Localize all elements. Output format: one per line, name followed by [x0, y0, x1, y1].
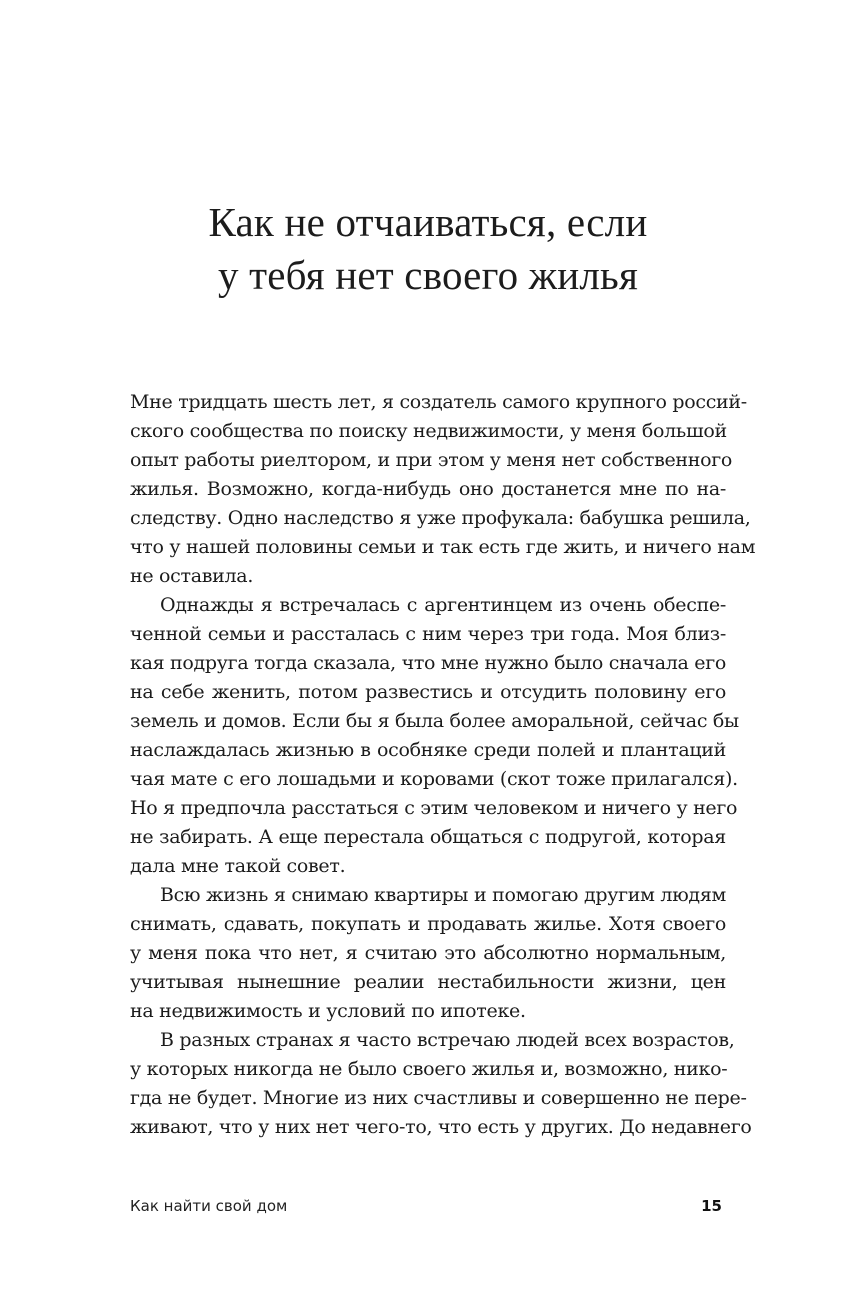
text-line: снимать, сдавать, покупать и продавать жилье. Хотя своего: [130, 913, 726, 935]
text-line: земель и домов. Если бы я была более аморальной, сейчас бы: [130, 710, 739, 732]
text-line: живают, что у них нет чего-то, что есть у других. До недавнего: [130, 1116, 752, 1138]
text-line: что у нашей половины семьи и так есть где жить, и ничего нам: [130, 536, 756, 558]
text-line: у меня пока что нет, я считаю это абсолютно нормальным,: [130, 942, 726, 964]
text-line: не оставила.: [130, 565, 254, 587]
text-line: В разных странах я часто встречаю людей всех возрастов,: [160, 1029, 735, 1051]
body-text: [130, 388, 756, 1142]
text-line: гда не будет. Многие из них счастливы и совершенно не пере-: [130, 1087, 747, 1109]
chapter-title-line-1: Как не отчаиваться, если: [208, 199, 648, 245]
text-line: дала мне такой совет.: [130, 855, 346, 877]
text-line: опыт работы риелтором, и при этом у меня нет собственного: [130, 449, 733, 471]
text-line: ского сообщества по поиску недвижимости, у меня большой: [130, 420, 727, 442]
text-line: кая подруга тогда сказала, что мне нужно было сначала его: [130, 652, 727, 674]
text-line: чая мате с его лошадьми и коровами (скот тоже прилагался).: [130, 768, 738, 790]
text-line: Однажды я встречалась с аргентинцем из очень обеспе-: [160, 594, 726, 616]
text-line: Но я предпочла расстаться с этим человеком и ничего у него: [130, 797, 738, 819]
text-line: Мне тридцать шесть лет, я создатель самого крупного россий-: [130, 391, 747, 413]
text-line: на недвижимость и условий по ипотеке.: [130, 1000, 526, 1022]
page-number: 15: [701, 1197, 722, 1215]
text-line: следству. Одно наследство я уже профукала: бабушка решила,: [130, 507, 751, 529]
text-line: наслаждалась жизнью в особняке среди полей и плантаций: [130, 739, 726, 761]
running-footer-title: Как найти свой дом: [130, 1197, 288, 1215]
text-line: у которых никогда не было своего жилья и, возможно, нико-: [130, 1058, 728, 1080]
text-line: Всю жизнь я снимаю квартиры и помогаю другим людям: [160, 884, 726, 906]
text-line: жилья. Возможно, когда-нибудь оно достанется мне по на-: [130, 478, 726, 500]
text-line: ченной семьи и рассталась с ним через три года. Моя близ-: [130, 623, 726, 645]
chapter-title-line-2: у тебя нет своего жилья: [217, 252, 639, 298]
chapter-title: [0, 196, 856, 302]
text-line: не забирать. А еще перестала общаться с подругой, которая: [130, 826, 726, 848]
text-line: на себе женить, потом развестись и отсудить половину его: [130, 681, 726, 703]
text-line: учитывая нынешние реалии нестабильности жизни, цен: [130, 971, 726, 993]
